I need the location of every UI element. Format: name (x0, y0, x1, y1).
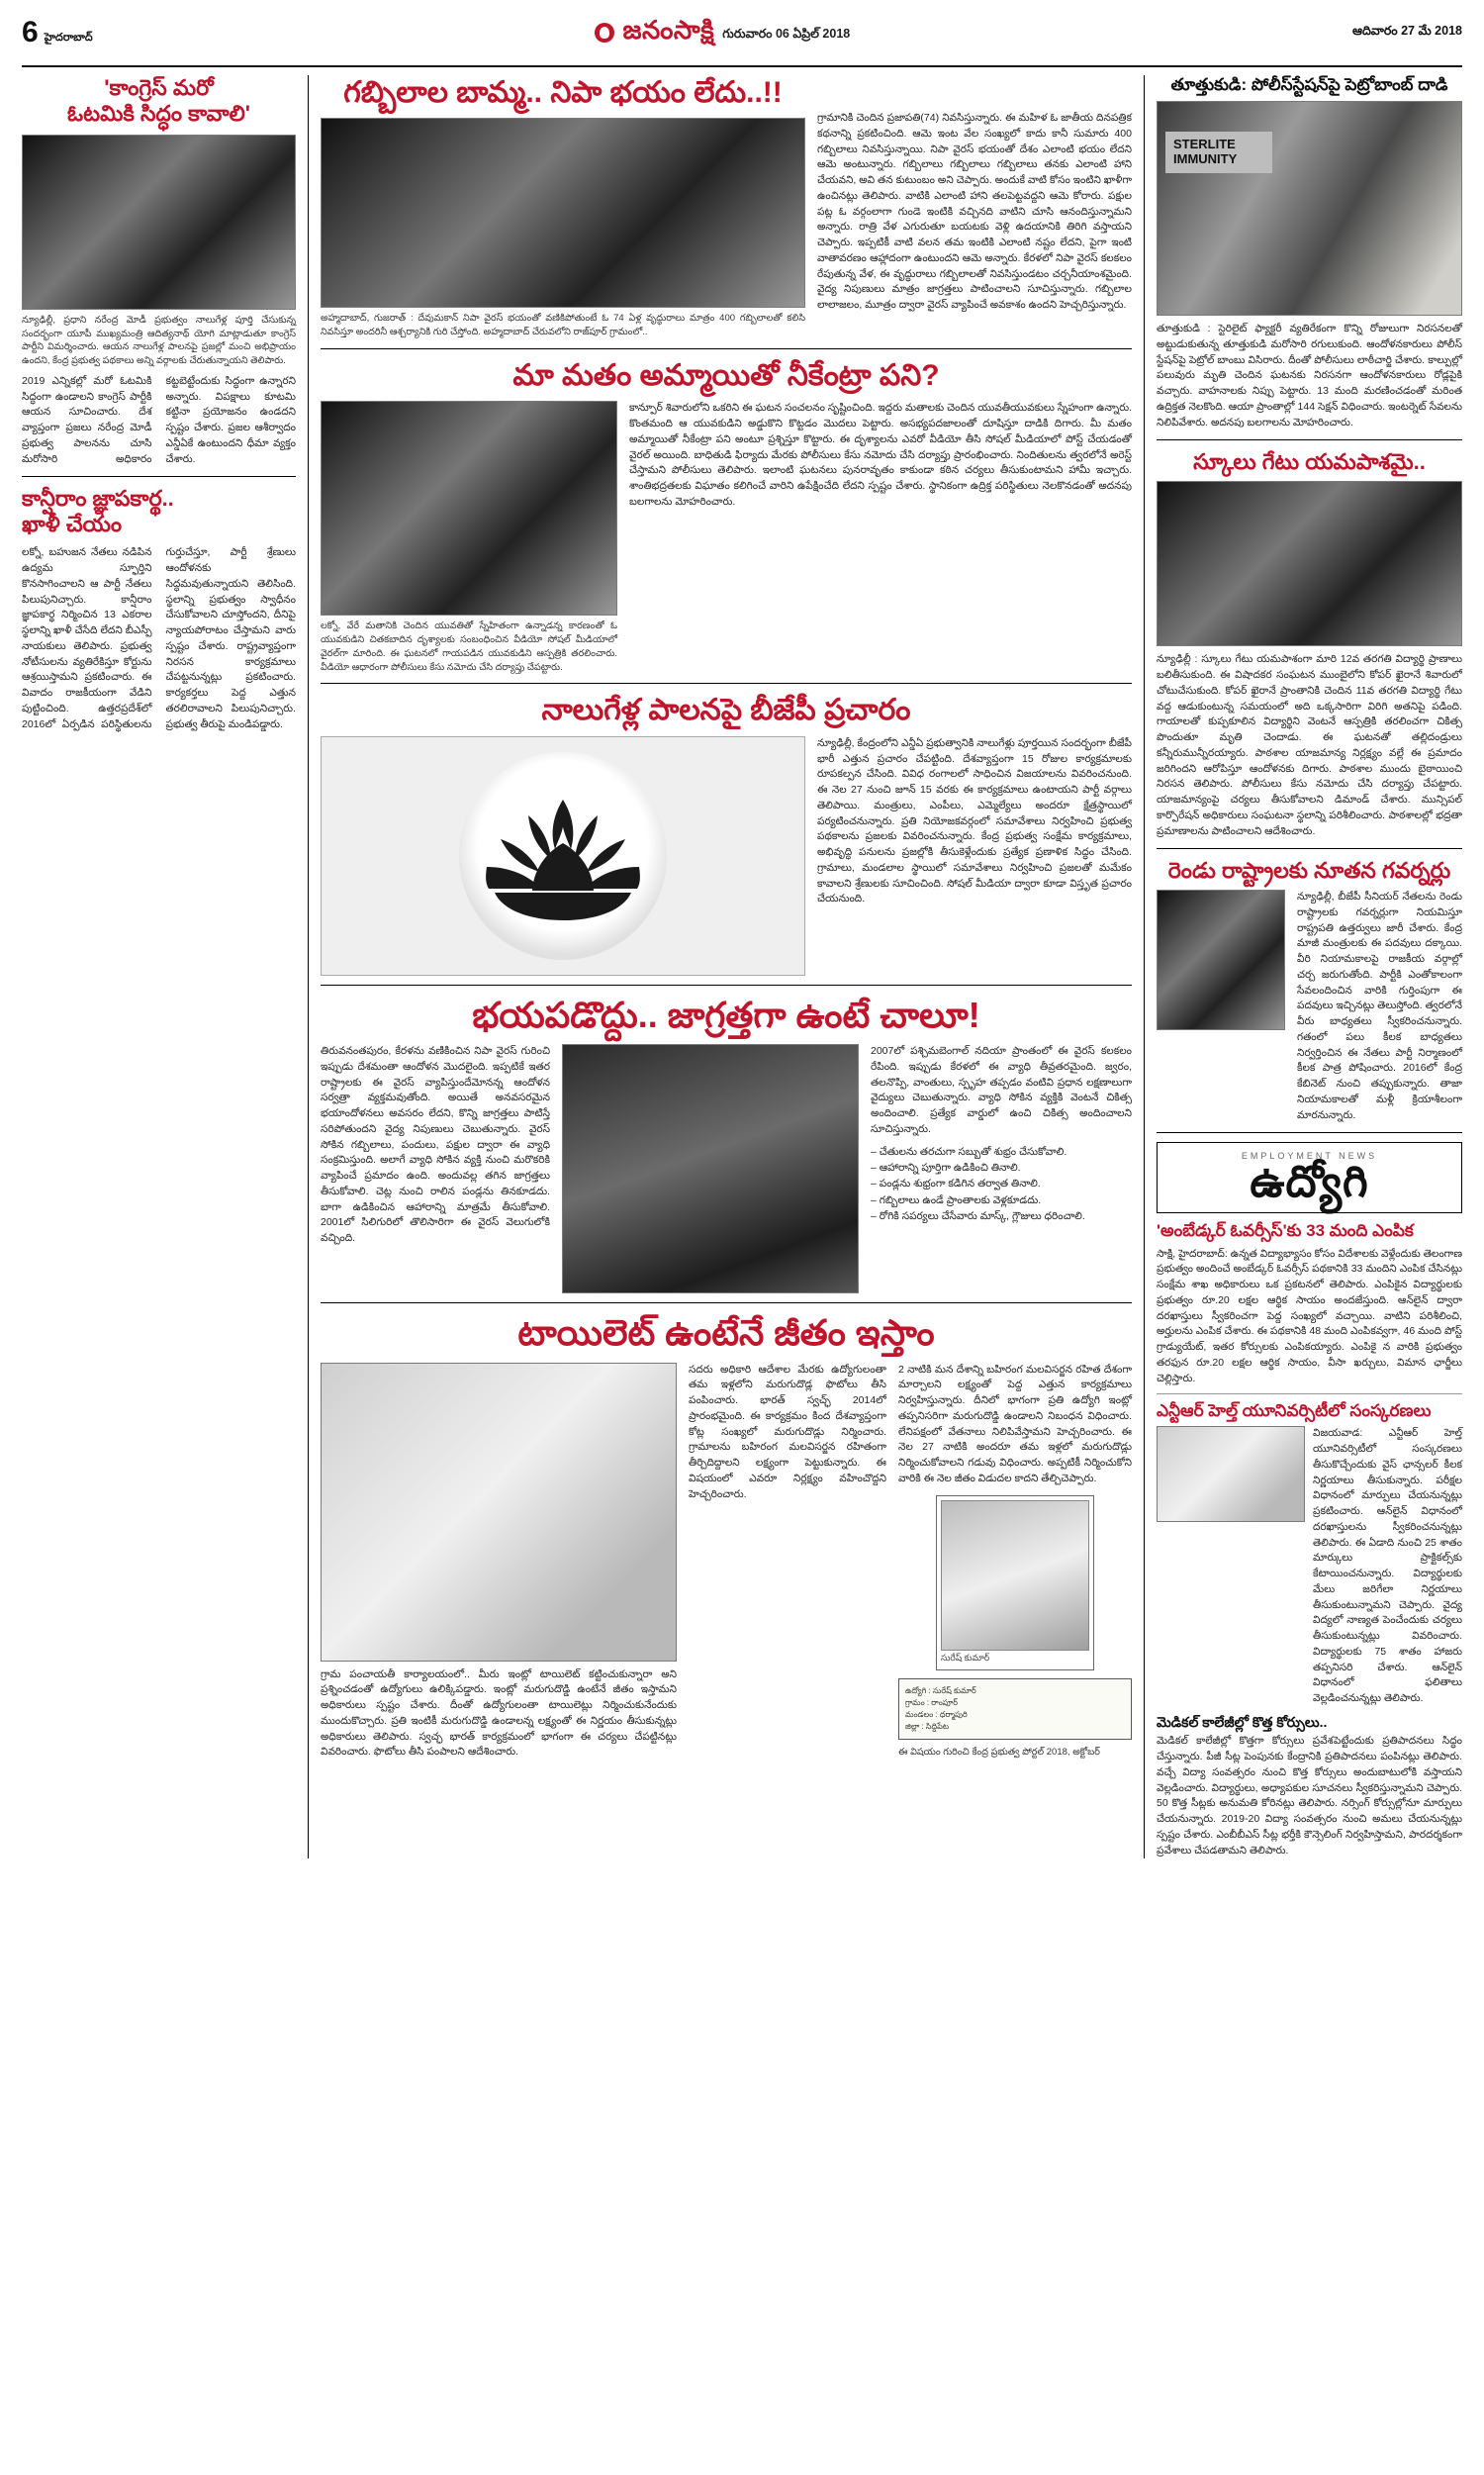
bats-bullet-2: – పండ్లను శుభ్రంగా కడిగిన తర్వాత తినాలి. (871, 1178, 1041, 1190)
story-overseas (1157, 1221, 1462, 1386)
story-governors-photo (1157, 890, 1285, 1030)
masthead-center (595, 15, 850, 51)
story-bomb-photo (1157, 101, 1462, 316)
paper-name: జనంసాక్షి (622, 14, 715, 45)
edition-date: గురువారం 06 ఏప్రిల్ 2018 (722, 27, 851, 41)
id-card-photo (941, 1500, 1089, 1651)
story-bomb-headline: తూత్తుకుడి: పోలీస్‌స్టేషన్‌పై పెట్రోబాంబ్ దాడి (1170, 75, 1448, 94)
paper-logo-icon (595, 23, 614, 43)
story-congress-headline-1: 'కాంగ్రెస్ మరో (104, 75, 214, 100)
story-governors (1157, 858, 1462, 1123)
masthead-right-date: ఆదివారం 27 మే 2018 (1351, 24, 1462, 38)
story-religion (321, 358, 1132, 674)
story-bjp-headline: నాలుగేళ్ల పాలనపై బీజేపీ ప్రచారం (541, 694, 911, 727)
story-ntr-sub-headline: మెడికల్ కాలేజీల్లో కొత్త కోర్సులు.. (1157, 1713, 1328, 1730)
story-ntr (1157, 1401, 1462, 1858)
story-toilet-body-right: 2 నాటికి మన దేశాన్ని బహిరంగ మలవిసర్జన రహిత దేశంగా మార్చాలని లక్ష్యంతో పెద్ద ఎత్తున కార్యక్రమాలు నిర్వహిస్తున్నారు. దీనిలో భాగంగా ప్రతి ఉద్యోగి ఇంట్లో తప్పనిసరిగా మరుగుదొడ్డి ఉండాలని నిబంధన విధించారు. లేనిపక్షంలో వేతనాలు నిలిపివేస్తామని హెచ్చరించారు. ఈ నెల 27 నాటికి అందరూ తమ ఇళ్లలో మరుగుదొడ్లు నిర్మించుకోవాలని గడువు విధించారు. అప్పటికీ నిర్మించుకోని వారికి ఈ నెల జీతం విడుదల కాదని తేల్చిచెప్పారు. (898, 1363, 1132, 1484)
id-card-name: సురేష్ కుమార్ (941, 1652, 990, 1663)
udyogi-subtitle: EMPLOYMENT NEWS (1241, 1151, 1378, 1162)
masthead (22, 0, 1462, 67)
story-bats-photo (562, 1044, 859, 1293)
edition-city: హైదరాబాద్ (44, 32, 93, 44)
column-right (1145, 75, 1462, 1858)
story-school-headline: స్కూలు గేటు యమపాశమై.. (1193, 449, 1426, 475)
story-overseas-headline: 'అంబేడ్కర్ ఓవర్సీస్'కు 33 మంది ఎంపిక (1157, 1221, 1414, 1241)
column-center (309, 75, 1145, 1858)
story-bjp-body: న్యూఢిల్లీ, కేంద్రంలోని ఎన్డీఏ ప్రభుత్వానికి నాలుగేళ్లు పూర్తయిన సందర్భంగా బీజేపీ భారీ ఎత్తున ప్రచారం చేపట్టింది. దేశవ్యాప్తంగా 15 రోజుల కార్యక్రమాలకు రూపకల్పన చేసింది. వివిధ రంగాలలో సాధించిన విజయాలను వివరించనుంది. ఈ నెల 27 నుంచి జూన్ 15 వరకు ఈ కార్యక్రమాలు ఉంటాయని పార్టీ వర్గాలు తెలిపాయి. మంత్రులు, ఎంపీలు, ఎమ్మెల్యేలు అందరూ క్షేత్రస్థాయిలో పర్యటించనున్నారు. ప్రతి నియోజకవర్గంలో సమావేశాలు నిర్వహించి ప్రభుత్వ పథకాలను ప్రజలకు వివరించనున్నారు. కేంద్ర ప్రభుత్వ సంక్షేమ కార్యక్రమాలు, అభివృద్ధి పనులను ప్రజల్లోకి తీసుకెళ్లేందుకు ప్రత్యేక ప్రణాళిక సిద్ధం చేసింది. గ్రామాలు, మండలాల స్థాయిలో సమావేశాలు నిర్వహించి ప్రజలతో మమేకం కావాలని శ్రేణులకు సూచించింది. సోషల్ మీడియా ద్వారా కూడా విస్తృత ప్రచారం చేయనుంది. (817, 736, 1132, 905)
story-toilet-headline: టాయిలెట్ ఉంటేనే జీతం ఇస్తాం (517, 1312, 935, 1354)
form-line-2: మండలం : ధర్మాపురి (905, 1709, 968, 1719)
story-congress-photo (22, 135, 296, 310)
bats-bullet-3: – గబ్బిలాలు ఉండే ప్రాంతాలకు వెళ్లకూడదు. (871, 1193, 1042, 1206)
story-toilet-bottom-note: ఈ విషయం గురించి కేంద్ర ప్రభుత్వ పోర్టల్ 2018, అక్టోబర్ (898, 1746, 1100, 1758)
bats-bullet-1: – ఆహారాన్ని పూర్తిగా ఉడికించి తినాలి. (871, 1162, 1021, 1174)
story-kanshiram-body: లక్నో, బహుజన నేతలు నడిపిన ఉద్యమ స్ఫూర్తిని కొనసాగించాలని ఆ పార్టీ నేతలు పిలుపునిచ్చారు. కాన్షీరాం జ్ఞాపకార్థ నిర్మించిన 13 ఎకరాల స్థలాన్ని ఖాళీ చేసేది లేదని బీఎస్పీ నాయకులు తెలిపారు. ప్రభుత్వ నోటీసులను వ్యతిరేకిస్తూ కోర్టును ఆశ్రయిస్తామని ప్రకటించారు. ఈ వివాదం రాజకీయంగా వేడిని పుట్టించింది. ఉత్తరప్రదేశ్‌లో 2016లో ఏర్పడిన పరిస్థితులను గుర్తుచేస్తూ, పార్టీ శ్రేణులు ఆందోళనకు సిద్ధమవుతున్నాయని తెలిసింది. స్థలాన్ని ప్రభుత్వం స్వాధీనం చేసుకోవాలని చూస్తోందని, దీనిపై న్యాయపోరాటం చేస్తామని వారు స్పష్టం చేశారు. రాష్ట్రవ్యాప్తంగా నిరసన కార్యక్రమాలు చేపట్టనున్నట్లు ప్రకటించారు. కార్యకర్తలు పెద్ద ఎత్తున తరలిరావాలని పిలుపునిచ్చారు. ప్రభుత్వ తీరుపై మండిపడ్డారు. (22, 546, 296, 730)
story-school-photo (1157, 481, 1462, 646)
story-bjp-logo-block (321, 736, 805, 976)
story-toilet-body-mid: సదరు అధికారి ఆదేశాల మేరకు ఉద్యోగులంతా తమ ఇళ్లలోని మరుగుదొడ్ల ఫొటోలు తీసి పంపించారు. భారత్ స్వచ్ఛ్ 2014లో ప్రారంభమైంది. ఈ కార్యక్రమం కింద దేశవ్యాప్తంగా కోట్ల సంఖ్యలో మరుగుదొడ్లు నిర్మించారు. గ్రామాలను బహిరంగ మలవిసర్జన రహితంగా తీర్చిదిద్దాలని లక్ష్యంగా పెట్టుకున్నారు. ఈ విషయంలో ఎవరూ నిర్లక్ష్యం వహించొద్దని హెచ్చరించారు. (689, 1363, 886, 1500)
story-congress-caption: న్యూఢిల్లీ, ప్రధాని నరేంద్ర మోడీ ప్రభుత్వం నాలుగేళ్ల పూర్తి చేసుకున్న సందర్భంగా యూపీ ముఖ్యమంత్రి ఆదిత్యనాథ్ యోగి మాట్లాడుతూ కాంగ్రెస్ పార్టీని విమర్శించారు. ఆయన నాలుగేళ్ల పాలనపై ప్రజల్లో మంచి అభిప్రాయం ఉందని, కేంద్ర ప్రభుత్వ పథకాలు అన్ని వర్గాలకు చేరుతున్నాయని తెలిపారు. (22, 314, 296, 367)
masthead-left (22, 18, 93, 48)
story-religion-body: కాన్పూర్ శివారులోని ఒకరిని ఈ ఘటన సంచలనం సృష్టించింది. ఇద్దరు మతాలకు చెందిన యువతీయువకులు స్నేహంగా ఉన్నారు. కొంతమంది ఆ యువకుడిని అడ్డుకొని కొట్టడం మొదలు పెట్టారు. అసభ్యపదజాలంతో దూషిస్తూ దాడికి దిగారు. మీ మతం అమ్మాయితో నీకేంట్రా పని అంటూ ప్రశ్నిస్తూ కొట్టారు. ఈ దృశ్యాలను ఎవరో వీడియో తీసి సోషల్ మీడియాలో పోస్ట్ చేయడంతో వైరల్ అయింది. బాధితుడి ఫిర్యాదు మేరకు పోలీసులు కేసు నమోదు చేసి దర్యాప్తు ప్రారంభించారు. నిందితులను త్వరలోనే అరెస్ట్ చేస్తామని పోలీసులు తెలిపారు. ఇలాంటి ఘటనలు పునరావృతం కాకుండా కఠిన చర్యలు తీసుకుంటామని హామీ ఇచ్చారు. శాంతిభద్రతలకు విఘాతం కలిగించే వారిని ఉపేక్షించేది లేదని స్పష్టం చేశారు. స్థానికంగా ఉద్రిక్త పరిస్థితులు నెలకొనడంతో అదనపు బలగాలను మోహరించారు. (629, 402, 1132, 508)
story-religion-headline: మా మతం అమ్మాయితో నీకేంట్రా పని? (512, 358, 940, 392)
story-overseas-body: సాక్షి, హైదరాబాద్: ఉన్నత విద్యాభ్యాసం కోసం విదేశాలకు వెళ్లేందుకు తెలంగాణ ప్రభుత్వం అందించే అంబేడ్కర్ ఓవర్సీస్ పథకానికి 33 మందిని ఎంపిక చేసినట్లు సంక్షేమ శాఖ అధికారులు ఒక ప్రకటనలో తెలిపారు. ఎంపికైన విద్యార్థులకు ప్రభుత్వం రూ.20 లక్షల ఆర్థిక సాయం అందజేస్తుంది. ఆన్‌లైన్ ద్వారా దరఖాస్తులు స్వీకరించగా పెద్ద సంఖ్యలో వచ్చాయి. వాటిని పరిశీలించి, అర్హులను ఎంపిక చేశారు. ఈ పథకానికి 48 మంది ఎంపికవ్వగా, 46 మంది పోస్ట్ గ్రాడ్యుయేట్, ఇతర కోర్సులకు ఎంపికయ్యారు. ఎంపికై న వారికి ప్రభుత్వం తరఫున రూ.20 లక్షల ఆర్థిక సాయం, వీసా ఖర్చులు, విమాన ఛార్జీలు చెల్లిస్తారు. (1157, 1247, 1462, 1384)
story-congress-headline-2: ఓటమికి సిద్ధం కావాలి' (67, 100, 250, 126)
page-number: 6 (22, 16, 39, 48)
story-bomb-banner: STERLITE IMMUNITY (1165, 132, 1272, 173)
story-school (1157, 449, 1462, 839)
story-toilet-body-left: గ్రామ పంచాయతీ కార్యాలయంలో.. మీరు ఇంట్లో టాయిలెట్ కట్టించుకున్నారా అని ప్రశ్నించడంతో ఉద్యోగులు ఉలిక్కిపడ్డారు. ఇంట్లో మరుగుదొడ్డి ఉంటేనే జీతం ఇస్తామని అధికారులు స్పష్టం చేశారు. దీంతో ఉద్యోగులంతా టాయిలెట్లు నిర్మించుకునేందుకు ముందుకొచ్చారు. ప్రతి ఇంటికీ మరుగుదొడ్డి ఉండాలన్న లక్ష్యంతో ఈ నిర్ణయం తీసుకున్నట్లు అధికారులు తెలిపారు. స్వచ్ఛ భారత్ కార్యక్రమంలో భాగంగా ఈ చర్యలు చేపట్టినట్లు వివరించారు. ఫొటోలు తీసి పంపాలని ఆదేశించారు. (321, 1667, 677, 1759)
lotus-icon (469, 782, 657, 930)
udyogi-title: ఉద్యోగి (1250, 1158, 1369, 1207)
story-bats (321, 995, 1132, 1293)
bats-bullet-0: – చేతులను తరచుగా సబ్బుతో శుభ్రం చేసుకోవాలి. (871, 1145, 1067, 1158)
story-bats-headline: భయపడొద్దు.. జాగ్రత్తగా ఉంటే చాలూ! (472, 994, 980, 1035)
story-ntr-sub-body: మెడికల్ కాలేజీల్లో కొత్తగా కోర్సులు ప్రవేశపెట్టేందుకు ప్రతిపాదనలు సిద్ధం చేస్తున్నారు. పీజీ సీట్ల పెంపునకు కేంద్రానికి ప్రతిపాదనలు పంపినట్లు తెలిపారు. వచ్చే విద్యా సంవత్సరం నుంచి కొత్త కోర్సులు అందుబాటులోకి వస్తాయని వెల్లడించారు. విద్యార్థులు, అధ్యాపకుల సూచనలు స్వీకరిస్తున్నామని చెప్పారు. 50 కొత్త సీట్లకు అనుమతి కోరినట్లు తెలిపారు. నర్సింగ్ కోర్సుల్లోనూ మార్పులు చేయనున్నారు. 2019-20 విద్యా సంవత్సరం నుంచి అమలు చేయనున్నట్లు స్పష్టం చేశారు. ఎంబీబీఎస్ సీట్ల భర్తీకి కౌన్సెలింగ్ నిర్వహిస్తామని, పారదర్శకంగా ప్రవేశాలు చేపడతామని తెలిపారు. (1157, 1735, 1462, 1856)
bats-bullet-4: – రోగికి సపర్యలు చేసేవారు మాస్క్, గ్లౌజులు ధరించాలి. (871, 1209, 1085, 1222)
story-kanshiram-headline-2: ఖాళీ చేయం (22, 512, 123, 537)
story-toilet-id-card (936, 1495, 1094, 1670)
page-columns (22, 75, 1462, 1858)
story-kanshiram-headline-1: కాన్షీరాం జ్ఞాపకార్థ.. (22, 486, 174, 512)
form-line-1: గ్రామం : రాంపూర్ (905, 1697, 958, 1707)
story-ntr-photo (1157, 1426, 1305, 1522)
story-nipah-body: గ్రామానికి చెందిన ప్రజాపతి(74) నివసిస్తున్నారు. ఈ మహిళ ఓ జాతీయ దినపత్రిక కథనాన్ని ప్రకటించింది. ఆమె ఇంట వేల సంఖ్యలో కాదు కానీ సుమారు 400 గబ్బిలాలు నివసిస్తున్నాయి. నిపా వైరస్ భయంతో దేశం ఎలాంటి భయం లేదని ఆమె అంటున్నారు. గబ్బిలాలు గబ్బిలాలు గబ్బిలాలు తనకు ఎలాంటి హాని చేయవని, అవి తన కుటుంబం అని చెప్పారు. అందుకే వాటి కోసం ఇంటిని ఖాళీగా ఉంచినట్లు తెలిపారు. వాటికి ఎలాంటి హాని తలపెట్టవద్దని ఆమె కోరారు. పక్షుల పట్ల ఓ వర్గంలాగా గుండె ఇంటికి వచ్చినది వాటిని చూసి ఆనందిస్తున్నామని అన్నారు. రాత్రి వేళ ఎగురుతూ బయటకు వెళ్లి ఉదయానికి తిరిగి వస్తాయని చెప్పారు. ఇప్పటికీ వాటి వలన తమ ఇంటికి ఎలాంటి నష్టం లేదని, పైగా ఇంటి వాతావరణం ఆహ్లాదంగా ఉంటుందని ఆమె అన్నారు. కేరళలో నిపా వైరస్ కలకలం రేపుతున్న వేళ, ఈ వృద్ధురాలు గబ్బిలాలతో నివసిస్తుండటం చర్చనీయాంశమైంది. వైద్య నిపుణులు మాత్రం జాగ్రత్తలు పాటించాలని సూచిస్తున్నారు. గబ్బిలాల లాలాజలం, మూత్రం ద్వారా వైరస్ వ్యాపించే అవకాశం ఉందని హెచ్చరిస్తున్నారు. (817, 112, 1132, 311)
story-bats-body-right: 2007లో పశ్చిమబెంగాల్ నదియా ప్రాంతంలో ఈ వైరస్ కలకలం రేపింది. ఇప్పుడు కేరళలో ఈ వ్యాధి తీవ్రతరమైంది. జ్వరం, తలనొప్పి, వాంతులు, స్పృహ తప్పడం వంటివి ప్రధాన లక్షణాలుగా వైద్యులు చెబుతున్నారు. వ్యాధి సోకిన వ్యక్తికి వెంటనే చికిత్స అందించాలి. ప్రత్యేక వార్డులో ఉంచి చికిత్స అందించాలని సూచిస్తున్నారు. (871, 1045, 1132, 1135)
story-congress-body: 2019 ఎన్నికల్లో మరో ఓటమికి సిద్ధంగా ఉండాలని కాంగ్రెస్ పార్టీకి ఆయన సూచించారు. దేశ వ్యాప్తంగా ప్రజలు నరేంద్ర మోడీ ప్రభుత్వ పాలనను చూసి మరోసారి అధికారం కట్టబెట్టేందుకు సిద్ధంగా ఉన్నారని అన్నారు. విపక్షాలు కూటమి కట్టినా ప్రయోజనం ఉండదని స్పష్టం చేశారు. ప్రజల ఆశీర్వాదం ఎన్డీఏకే ఉంటుందని ధీమా వ్యక్తం చేశారు. (22, 374, 296, 465)
story-ntr-body-lead: విజయవాడ: ఎన్టీఆర్ హెల్త్ యూనివర్సిటీలో సంస్కరణలు తీసుకొచ్చేందుకు వైస్ ఛాన్సలర్ కీలక నిర్ణయాలు తీసుకున్నారు. పరీక్షల విధానంలో మార్పులు చేయనున్నట్లు ప్రకటించారు. ఆన్‌లైన్ విధానంలో దరఖాస్తులను స్వీకరించనున్నట్లు తెలిపారు. ఈ ఏడాది నుంచి 25 శాతం మార్కులు ప్రాక్టికల్స్‌కు కేటాయించనున్నారు. విద్యార్థులకు మేలు జరిగేలా నిర్ణయాలు తీసుకుంటున్నామని చెప్పారు. వైద్య విద్యలో నాణ్యత పెంచేందుకు చర్యలు తీసుకుంటున్నట్లు వివరించారు. విద్యార్థులకు 75 శాతం హాజరు తప్పనిసరి చేశారు. ఆన్‌లైన్ విధానంలో ఫలితాలు వెల్లడించనున్నట్లు తెలిపారు. (1313, 1427, 1462, 1705)
story-religion-photo (321, 401, 617, 616)
story-nipah (321, 75, 1132, 339)
story-nipah-photo (321, 118, 805, 308)
udyogi-banner (1157, 1142, 1462, 1213)
story-bjp (321, 693, 1132, 975)
story-nipah-caption: అహ్మదాబాద్, గుజరాత్ : దేవుమకాన్ నిపా వైరస్ భయంతో వణికిపోతుంటే ఓ 74 ఏళ్ల వృద్ధురాలు మాత్రం 400 గబ్బిలాలతో కలిసి నివసిస్తూ అందరినీ ఆశ్చర్యానికి గురి చేస్తోంది. అహ్మదాబాద్ చేరువలోని రాజ్‌పూర్ గ్రామంలో.. (321, 313, 805, 338)
form-line-0: ఉద్యోగి : సురేష్ కుమార్ (905, 1685, 976, 1695)
story-governors-body: న్యూఢిల్లీ, బీజేపీ సీనియర్ నేతలను రెండు రాష్ట్రాలకు గవర్నర్లుగా నియమిస్తూ రాష్ట్రపతి ఉత్తర్వులు జారీ చేశారు. కేంద్ర మాజీ మంత్రులకు ఈ పదవులు దక్కాయి. వీరి నియామకాలపై రాజకీయ వర్గాల్లో చర్చ జరుగుతోంది. పార్టీకి ఎంతోకాలంగా సేవలందించిన వారికి గుర్తింపుగా ఈ పదవులు ఇచ్చినట్లు తెలుస్తోంది. త్వరలోనే వీరు బాధ్యతలు స్వీకరించనున్నారు. గతంలో పలు కీలక బాధ్యతలు నిర్వర్తించిన ఈ నేతలు పార్టీ నిర్మాణంలో కీలక పాత్ర పోషించారు. 2016లో కేంద్ర కేబినెట్ నుంచి తప్పుకున్నారు. తాజా నియామకాలతో మళ్లీ క్రియాశీలంగా మారనున్నారు. (1297, 891, 1462, 1121)
story-toilet-form (898, 1678, 1132, 1740)
form-line-3: జిల్లా : సిద్దిపేట (905, 1721, 950, 1731)
story-toilet (321, 1312, 1132, 1761)
story-nipah-headline: గబ్బిలాల బామ్మ.. నిపా భయం లేదు..!! (343, 76, 783, 109)
column-left (22, 75, 309, 1858)
story-religion-caption: లక్నో, వేరే మతానికి చెందిన యువతితో స్నేహితంగా ఉన్నాడన్న కారణంతో ఓ యువకుడిని చితకబాదిన దృశ్యాలకు సంబంధించిన వీడియో సోషల్ మీడియాలో వైరల్‌గా మారింది. ఈ ఘటనలో గాయపడిన యువకుడిని ఆస్పత్రికి తరలించారు. వీడియో ఆధారంగా పోలీసులు కేసు నమోదు చేసి దర్యాప్తు చేపట్టారు. (321, 620, 617, 673)
story-toilet-photo (321, 1363, 677, 1662)
story-bomb-body: తూత్తుకుడి : స్టెరిలైట్ ఫ్యాక్టరీ వ్యతిరేకంగా కొన్ని రోజులుగా నిరసనలతో అట్టుడుకుతున్న తూత్తుకుడి మరోసారి రగులుకుంది. ఆందోళనకారులు పోలీస్ స్టేషన్‌పై పెట్రోల్ బాంబు విసిరారు. దీంతో పోలీసులు లాఠీచార్జి చేశారు. కాల్పుల్లో పలువురు మృతి చెందిన ఘటనకు నిరసనగా ఆందోళనకారులు రోడ్లపైకి వచ్చారు. వాహనాలకు నిప్పు పెట్టారు. 13 మంది మరణించడంతో మరింత ఉద్రిక్తత నెలకొంది. ఆయా ప్రాంతాల్లో 144 సెక్షన్ విధించారు. ఇంటర్నెట్ సేవలను నిలిపివేశారు. అదనపు బలగాలను మోహరించారు. (1157, 323, 1462, 428)
story-governors-headline: రెండు రాష్ట్రాలకు నూతన గవర్నర్లు (1167, 858, 1451, 884)
story-bats-body-left: తిరువనంతపురం, కేరళను వణికించిన నిపా వైరస్ గురించి ఇప్పుడు దేశమంతా ఆందోళన మొదలైంది. ఇప్పటికే ఇతర రాష్ట్రాలకు ఈ వైరస్ వ్యాపిస్తుందేమోనన్న ఆందోళన సర్వత్రా వ్యక్తమవుతోంది. అయితే అనవసరమైన భయాందోళనలు అవసరం లేదని, కొన్ని జాగ్రత్తలు పాటిస్తే సరిపోతుందని వైద్య నిపుణులు చెబుతున్నారు. వైరస్ సోకిన గబ్బిలాలు, పందులు, పక్షుల ద్వారా ఈ వ్యాధి సంక్రమిస్తుంది. అలాగే వ్యాధి సోకిన వ్యక్తి నుంచి మరొకరికి వ్యాపించే ప్రమాదం ఉంది. అందువల్ల తగిన జాగ్రత్తలు తీసుకోవాలి. చెట్ల నుంచి రాలిన పండ్లను తినకూడదు. బాగా ఉడికించిన ఆహారాన్ని మాత్రమే తీసుకోవాలి. 2001లో సిలిగురిలో తొలిసారిగా ఈ వైరస్ వెలుగులోకి వచ్చింది. (321, 1045, 550, 1245)
story-ntr-headline: ఎన్టీఆర్ హెల్త్ యూనివర్సిటీలో సంస్కరణలు (1157, 1401, 1432, 1421)
story-bomb (1157, 75, 1462, 430)
story-school-body: న్యూఢిల్లీ : స్కూలు గేటు యమపాశంగా మారి 12వ తరగతి విద్యార్థి ప్రాణాలు బలితీసుకుంది. ఈ విషాదకర సంఘటన ముంబైలోని కోపర్ ఖైరానే శివారులో చోటుచేసుకుంది. కోపర్ ఖైరానే ప్రాంతానికి చెందిన 11వ తరగతి విద్యార్థి గేటు వద్ద ఆడుకుంటున్న సమయంలో అది ఒక్కసారిగా విరిగి అతనిపై పడింది. గాయాలతో కుప్పకూలిన విద్యార్థిని వెంటనే ఆస్పత్రికి తరలించగా చికిత్స పొందుతూ మృతి చెందాడు. ఈ ఘటనతో తల్లిదండ్రులు కన్నీరుమున్నీరయ్యారు. పాఠశాల యాజమాన్య నిర్లక్ష్యం వల్లే ఈ ప్రమాదం జరిగిందని ఆరోపిస్తూ ఆందోళనకు దిగారు. పాఠశాల ముందు బైఠాయించి నిరసన తెలిపారు. పోలీసులు కేసు నమోదు చేసి దర్యాప్తు చేపట్టారు. యాజమాన్యంపై చర్యలు తీసుకోవాలని డిమాండ్ చేశారు. మున్సిపల్ కార్పొరేషన్ అధికారులు సంఘటనా స్థలాన్ని పరిశీలించారు. పాఠశాలల్లో భద్రతా ప్రమాణాలను పాటించాలని ఆదేశించారు. (1157, 653, 1462, 837)
